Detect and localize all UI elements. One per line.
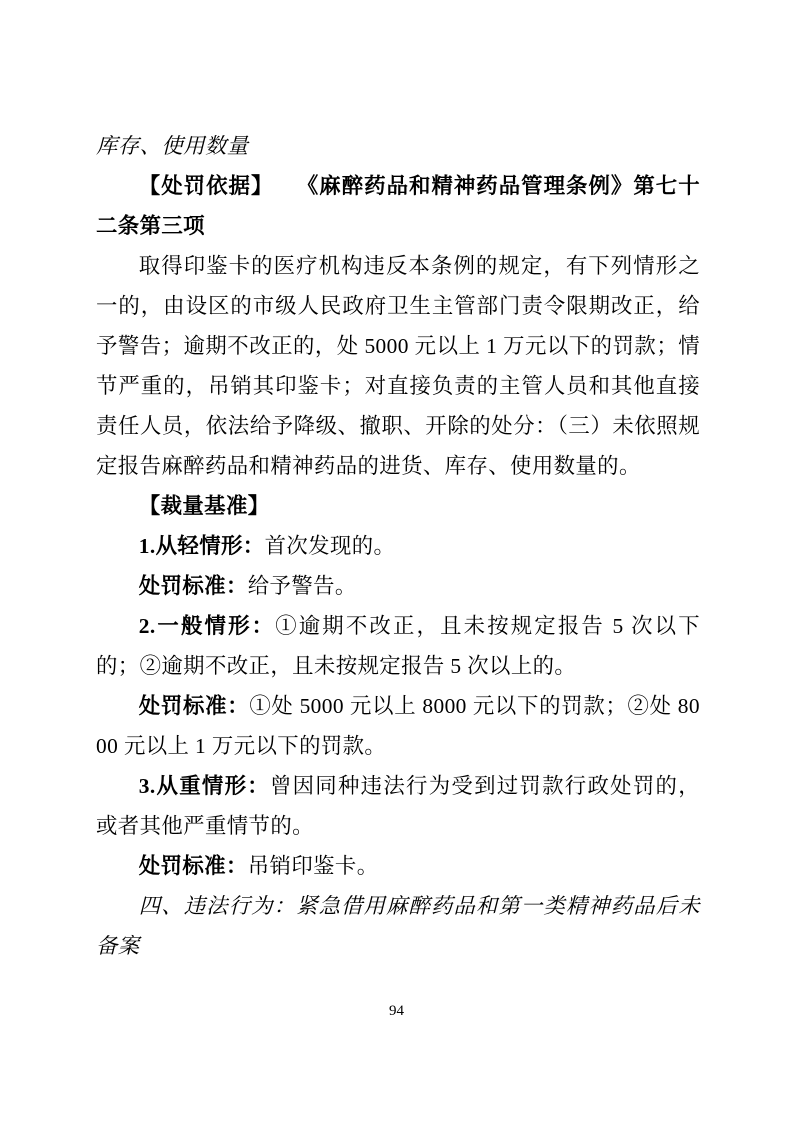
general-penalty-standard [96,686,700,766]
bold-text-run: 处罚标准： [138,574,248,598]
bold-text-run: 【处罚依据】 《麻醉药品和精神药品管理条例》第七十二条第三项 [96,174,700,238]
bold-text-run: 处罚标准： [138,694,250,718]
document-body [96,126,700,966]
next-violation-heading [96,886,700,966]
regulation-text [96,246,700,486]
general-circumstance [96,606,700,686]
text-run: 给予警告。 [247,574,357,598]
carryover-line [96,126,700,166]
severe-penalty-standard [96,846,700,886]
bold-text-run: 2.一般情形： [138,614,276,638]
bold-text-run: 1.从轻情形： [138,534,265,558]
text-run: 库存、使用数量 [96,134,249,158]
bold-text-run: 【裁量基准】 [138,494,270,518]
text-run: 四、违法行为：紧急借用麻醉药品和第一类精神药品后未备案 [96,894,700,958]
text-run: ①处 5000 元以上 8000 元以下的罚款；②处 8000 元以上 1 万元以下的罚款。 [96,694,700,758]
text-run: 曾因同种违法行为受到过罚款行政处罚的，或者其他严重情节的。 [96,774,700,838]
text-run: 首次发现的。 [264,534,396,558]
bold-text-run: 处罚标准： [138,854,248,878]
penalty-basis-heading [96,166,700,246]
text-run: ①逾期不改正，且未按规定报告 5 次以下的；②逾期不改正，且未按规定报告 5 次以上的。 [96,614,700,678]
page-number: 94 [389,1003,404,1019]
bold-text-run: 3.从重情形： [138,774,270,798]
lenient-circumstance [96,526,700,566]
severe-circumstance [96,766,700,846]
discretion-benchmark-heading [96,486,700,526]
text-run: 取得印鉴卡的医疗机构违反本条例的规定，有下列情形之一的，由设区的市级人民政府卫生主管部门责令限期改正，给予警告；逾期不改正的，处 5000 元以上 1 万元以下的罚款；情节严重的，吊销其印鉴卡；对直接负责的主管人员和其他直接责任人员，依法给予降级、撤职、开除的处分：（三）未依照规定报告麻醉药品和精神药品的进货、库存、使用数量的。 [96,254,700,478]
text-run: 吊销印鉴卡。 [247,854,379,878]
lenient-penalty-standard [96,566,700,606]
